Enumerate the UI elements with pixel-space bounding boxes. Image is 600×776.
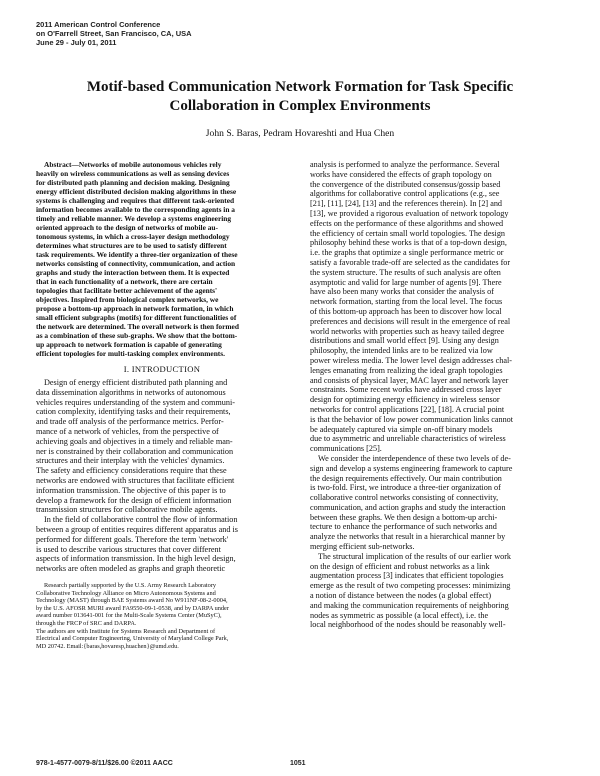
paragraph-line: distributions and small world effect [9]. Using any design <box>310 336 499 346</box>
paragraph-line: be adequately captured via simple on-off binary models <box>310 424 493 434</box>
paragraph-line: network formation, starting from the local level. The focus <box>310 297 503 307</box>
abstract-line: task requirements. We identify a three-tier organization of these <box>36 250 238 259</box>
paragraph-line: networks are endowed with structures that facilitate efficient <box>36 475 235 485</box>
right-paragraph-1 <box>310 160 562 454</box>
right-column <box>310 160 562 630</box>
paragraph-line: constraints. Some recent works have addressed cross layer <box>310 385 502 395</box>
abstract-line: systems is challenging and requires that different task-oriented <box>36 196 235 205</box>
paragraph-line: between a group of entities requires different apparatus and is <box>36 524 238 534</box>
paragraph-line: the system structure. The results of such analysis are often <box>310 267 501 277</box>
abstract-line: information becomes available to the corresponding agents in a <box>36 205 235 214</box>
footnote <box>36 582 288 650</box>
abstract-line: energy efficient distributed decision making algorithms in these <box>36 187 237 196</box>
paragraph-line: data dissemination algorithms in networks of autonomous <box>36 387 226 397</box>
paragraph-line: effects on the performance of these algorithms and showed <box>310 218 504 228</box>
paragraph-line: sign and develop a systems engineering framework to capture <box>310 463 513 473</box>
paragraph-line: develop a framework for the design of efficient information <box>36 495 232 505</box>
paper-authors: John S. Baras, Pedram Hovareshti and Hua Chen <box>205 128 395 139</box>
paragraph-line: analysis is performed to analyze the performance. Several <box>310 160 500 169</box>
paragraph-line: vehicles requires understanding of the system and communi- <box>36 397 235 407</box>
paragraph-line: is used to describe various structures that cover different <box>36 544 221 554</box>
abstract <box>36 160 288 358</box>
paragraph-line: of this bottom-up approach has been to discover how local <box>310 306 502 316</box>
paragraph-line: [13], we provided a rigorous evaluation of network topology <box>310 208 509 218</box>
conference-header <box>36 20 192 47</box>
abstract-line: timely and reliable manner. We develop a systems engineering <box>36 214 232 223</box>
page-number: 1051 <box>290 760 306 767</box>
paper-title <box>40 78 560 116</box>
abstract-line: that in each functionality of a network, there are certain <box>36 277 213 286</box>
abstract-line: small efficient subgraphs (motifs) for different functionalities of <box>36 313 237 322</box>
paragraph-line: tecture to enhance the performance of such networks and <box>310 522 497 532</box>
paragraph-line: philosophy behind these works is that of a top-down design, <box>310 238 507 248</box>
footnote-line: MD 20742. Email:{baras,hovaresp,huachen}@umd.edu. <box>36 642 179 650</box>
paragraph-line: augmentation process [3] indicates that efficient topologies <box>310 571 504 581</box>
paragraph-line: the efficiency of certain small world topologies. The design <box>310 228 506 238</box>
paragraph-line: algorithms for collaborative control applications (e.g., see <box>310 189 500 199</box>
paper-title-line-1: Motif-based Communication Network Formation for Task Specific <box>86 79 514 95</box>
abstract-line: graphs and study the interaction between them. It is expected <box>36 268 230 277</box>
left-column <box>36 160 288 650</box>
paragraph-line: communications [25]. <box>310 444 382 454</box>
paragraph-line: mance of a network of vehicles, from the perspective of <box>36 426 219 436</box>
paragraph-line: satisfy a favorable trade-off are selected as the candidates for <box>310 257 511 267</box>
paragraph-line: emerge as the result of two competing processes: minimizing <box>310 581 511 591</box>
conference-dates: June 29 - July 01, 2011 <box>36 38 117 47</box>
paragraph-line: due to asymmetric and unreliable characteristics of wireless <box>310 434 506 444</box>
paragraph-line: preferences and decisions will result in the emergence of real <box>310 316 511 326</box>
paragraph-line: nodes as symmetric as possible (a local effect), i.e. the <box>310 610 489 620</box>
paragraph-line: collaborative control networks consisting of connectivity, <box>310 493 499 503</box>
paragraph-line: works have considered the effects of graph topology on <box>310 169 492 179</box>
paragraph-line: networks for control applications [22], [18]. A crucial point <box>310 404 505 414</box>
paragraph-line: on the design of efficient and robust networks as a link <box>310 561 490 571</box>
paragraph-line: a notion of distance between the nodes (a global effect) <box>310 591 492 601</box>
paragraph-line: information transmission. The objective of this paper is to <box>36 485 226 495</box>
paragraph-line: and making the communication requirements of neighboring <box>310 600 509 610</box>
paragraph-line: analyze the networks that result in a hierarchical manner by <box>310 532 506 542</box>
paragraph-line: and trade off analysis of the performance metrics. Perfor- <box>36 417 224 427</box>
abstract-line: as a combination of these sub-graphs. We show that the bottom- <box>36 331 238 340</box>
paragraph-line: We consider the interdependence of these two levels of de- <box>318 453 511 463</box>
paragraph-line: The safety and efficiency considerations require that these <box>36 466 227 476</box>
abstract-line: efficient topologies for multi-tasking complex environments. <box>36 349 225 358</box>
paragraph-line: is that the behavior of low power communication links cannot <box>310 414 514 424</box>
abstract-line: the network are determined. The overall network is then formed <box>36 322 239 331</box>
paragraph-line: i.e. the graphs that optimize a single performance metric or <box>310 248 504 258</box>
paragraph-line: performed for different goals. Therefore the term 'network' <box>36 534 229 544</box>
footnote-line: The authors are with Institute for Systems Research and Department of <box>36 627 216 635</box>
paragraph-line: aspects of information transmission. In the high level design, <box>36 554 236 564</box>
paragraph-line: structures and their interplay with the vehicles' dynamics. <box>36 456 225 466</box>
paragraph-line: power wireless media. The lower level design addresses chal- <box>310 355 512 365</box>
paragraph-line: lenges emanating from realizing the ideal graph topologies <box>310 365 503 375</box>
paragraph-line: is two-fold. First, we introduce a three-tier organization of <box>310 483 501 493</box>
paragraph-line: ner is constrained by their collaboration and communication <box>36 446 234 456</box>
paragraph-line: the convergence of the distributed consensus/gossip based <box>310 179 501 189</box>
abstract-line: propose a bottom-up approach in network formation, in which <box>36 304 234 313</box>
right-paragraph-3 <box>310 552 562 630</box>
abstract-line: heavily on wireless communications as well as sensing devices <box>36 169 230 178</box>
paragraph-line: world networks with properties such as heavy tailed degree <box>310 326 505 336</box>
footnote-line: through the FRCP of SRC and DARPA. <box>36 619 137 627</box>
conference-name: 2011 American Control Conference <box>36 20 161 29</box>
paragraph-line: the design requirements effectively. Our main contribution <box>310 473 502 483</box>
abstract-line: Abstract—Networks of mobile autonomous vehicles rely <box>44 160 222 169</box>
paragraph-line: Design of energy efficient distributed path planning and <box>44 378 228 387</box>
abstract-line: up approach to network formation is capable of generating <box>36 340 222 349</box>
paragraph-line: cation complexity, identifying tasks and their requirements, <box>36 407 231 417</box>
footnote-line: Electrical and Computer Engineering, University of Maryland College Park, <box>36 635 229 643</box>
paragraph-line: The structural implication of the results of our earlier work <box>318 551 512 561</box>
isbn-copyright: 978-1-4577-0079-8/11/$26.00 ©2011 AACC <box>36 760 173 767</box>
paragraph-line: achieving goals and objectives in a timely and reliable man- <box>36 436 233 446</box>
paragraph-line: transmission structures for collaborative mobile agents. <box>36 505 218 515</box>
paragraph-line: asymptotic and valid for large number of agents [9]. There <box>310 277 502 287</box>
paragraph-line: communication, and action graphs and study the interaction <box>310 502 506 512</box>
abstract-line: for distributed path planning and decision making. Designing <box>36 178 230 187</box>
abstract-line: topologies that facilitate better achievement of the agents' <box>36 286 218 295</box>
paragraph-line: and consists of physical layer, MAC layer and network layer <box>310 375 509 385</box>
footnote-line: award number 013641-001 for the Multi-Scale Systems Center (MuSyC), <box>36 612 222 620</box>
footnote-line: by the U.S. AFOSR MURI award FA9550-09-1-0538, and by DARPA under <box>36 604 229 612</box>
section-heading-introduction: I. INTRODUCTION <box>123 364 201 374</box>
abstract-line: oriented approach to the design of networks of mobile au- <box>36 223 218 232</box>
paper-title-line-2: Collaboration in Complex Environments <box>169 98 431 114</box>
footnote-line: Collaborative Technology Alliance on Micro Autonomous Systems and <box>36 589 216 597</box>
paragraph-line: design for optimizing energy efficiency in wireless sensor <box>310 395 500 405</box>
intro-paragraph-1 <box>36 378 288 515</box>
abstract-line: objectives. Inspired from biological complex networks, we <box>36 295 219 304</box>
footnote-line: Technology (MAST) through BAE Systems award No W911NF-08-2-0004, <box>36 597 228 605</box>
footnote-line: Research partially supported by the U.S. Army Research Laboratory <box>44 581 217 589</box>
paragraph-line: merging efficient sub-networks. <box>310 542 415 552</box>
paragraph-line: philosophy, the intended links are to be realized via low <box>310 346 493 356</box>
abstract-line: tonomous systems, in which a cross-layer design methodology <box>36 232 230 241</box>
abstract-line: networks consisting of connectivity, communication, and action <box>36 259 236 268</box>
paragraph-line: local neighborhood of the nodes should be reasonably well- <box>310 620 506 630</box>
paragraph-line: [21], [11], [24], [13] and the references therein). In [2] and <box>310 199 503 209</box>
paragraph-line: between these graphs. We then design a bottom-up archi- <box>310 512 498 522</box>
conference-location: on O'Farrell Street, San Francisco, CA, USA <box>36 29 192 38</box>
paragraph-line: networks are often modeled as graphs and graph theoretic <box>36 564 226 574</box>
right-paragraph-2 <box>310 454 562 552</box>
paragraph-line: In the field of collaborative control the flow of information <box>44 515 238 525</box>
abstract-line: determines what structures are to be used to satisfy different <box>36 241 227 250</box>
paragraph-line: have also been many works that consider the analysis of <box>310 287 494 297</box>
intro-paragraph-2 <box>36 515 288 574</box>
